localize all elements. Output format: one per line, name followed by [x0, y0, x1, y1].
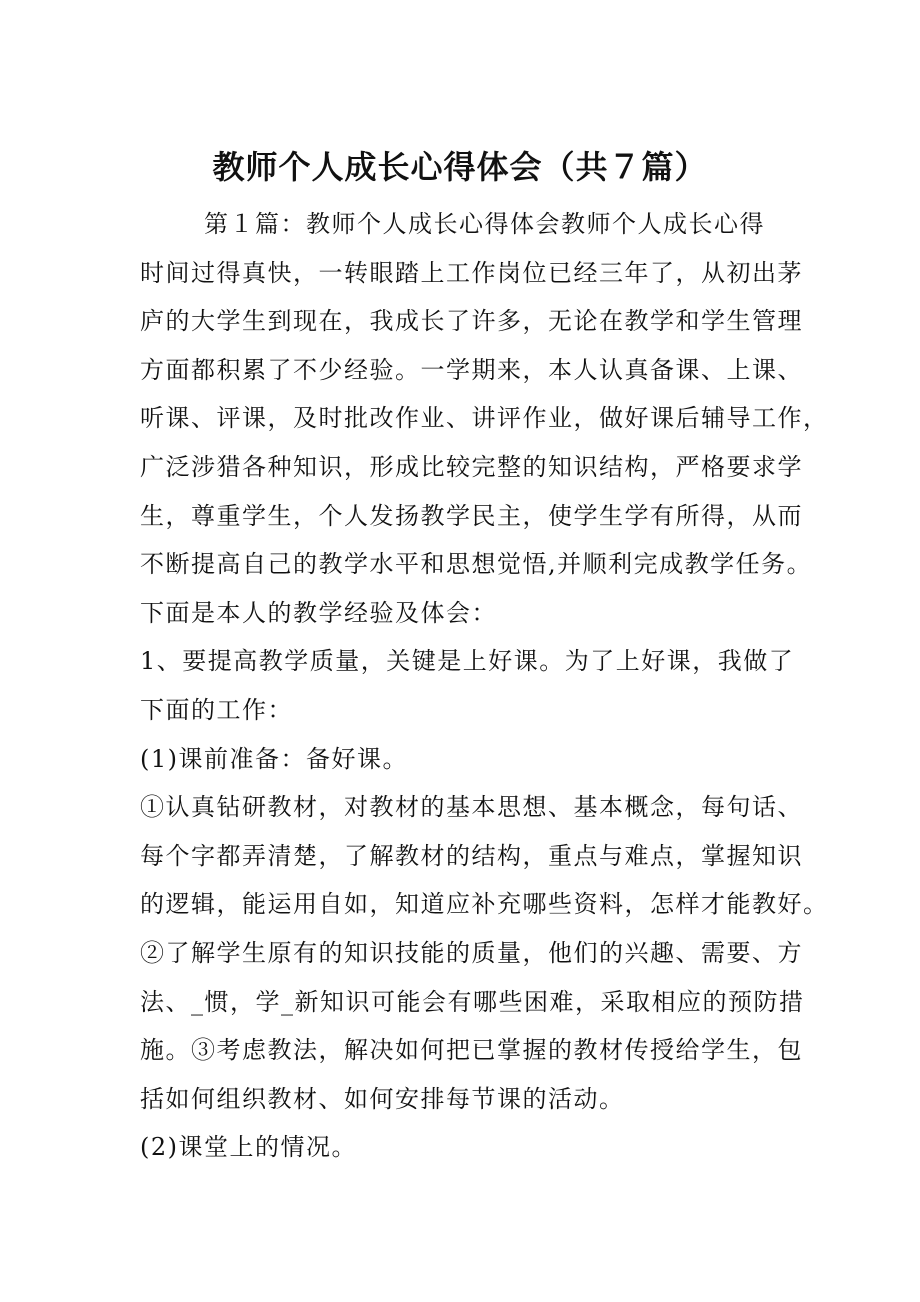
text-line: 的逻辑，能运用自如，知道应补充哪些资料，怎样才能教好。 [140, 890, 829, 919]
text-line: 1、要提高教学质量，关键是上好课。为了上好课，我做了 [140, 647, 795, 676]
text-line: 时间过得真快，一转眼踏上工作岗位已经三年了，从初出茅 [140, 258, 803, 287]
text-line: 法、_惯，学_新知识可能会有哪些困难，采取相应的预防措 [140, 987, 805, 1016]
text-line: 生，尊重学生，个人发扬教学民主，使学生学有所得，从而 [140, 501, 803, 530]
text-line: 不断提高自己的教学水平和思想觉悟,并顺利完成教学任务。 [140, 550, 813, 579]
text-line: (2)课堂上的情况。 [140, 1133, 357, 1162]
text-line: 下面的工作： [140, 695, 293, 724]
text-line: 每个字都弄清楚，了解教材的结构，重点与难点，掌握知识 [140, 841, 803, 870]
text-line: ②了解学生原有的知识技能的质量，他们的兴趣、需要、方 [140, 938, 803, 967]
text-line: 下面是本人的教学经验及体会： [140, 598, 497, 627]
text-line: 第１篇：教师个人成长心得体会教师个人成长心得 [204, 210, 765, 238]
text-line: 方面都积累了不少经验。一学期来，本人认真备课、上课、 [140, 355, 803, 384]
text-line: (1)课前准备：备好课。 [140, 744, 408, 773]
text-line: ①认真钻研教材，对教材的基本思想、基本概念，每句话、 [140, 793, 803, 822]
document-title: 教师个人成长心得体会（共７篇） [212, 148, 708, 186]
text-line: 施。③考虑教法，解决如何把已掌握的教材传授给学生，包 [140, 1036, 803, 1065]
text-line: 广泛涉猎各种知识，形成比较完整的知识结构，严格要求学 [140, 452, 803, 481]
text-line: 听课、评课，及时批改作业、讲评作业，做好课后辅导工作， [140, 404, 829, 433]
document-body [140, 200, 829, 1172]
text-line: 括如何组织教材、如何安排每节课的活动。 [140, 1084, 625, 1113]
text-line: 庐的大学生到现在，我成长了许多，无论在教学和学生管理 [140, 307, 803, 336]
